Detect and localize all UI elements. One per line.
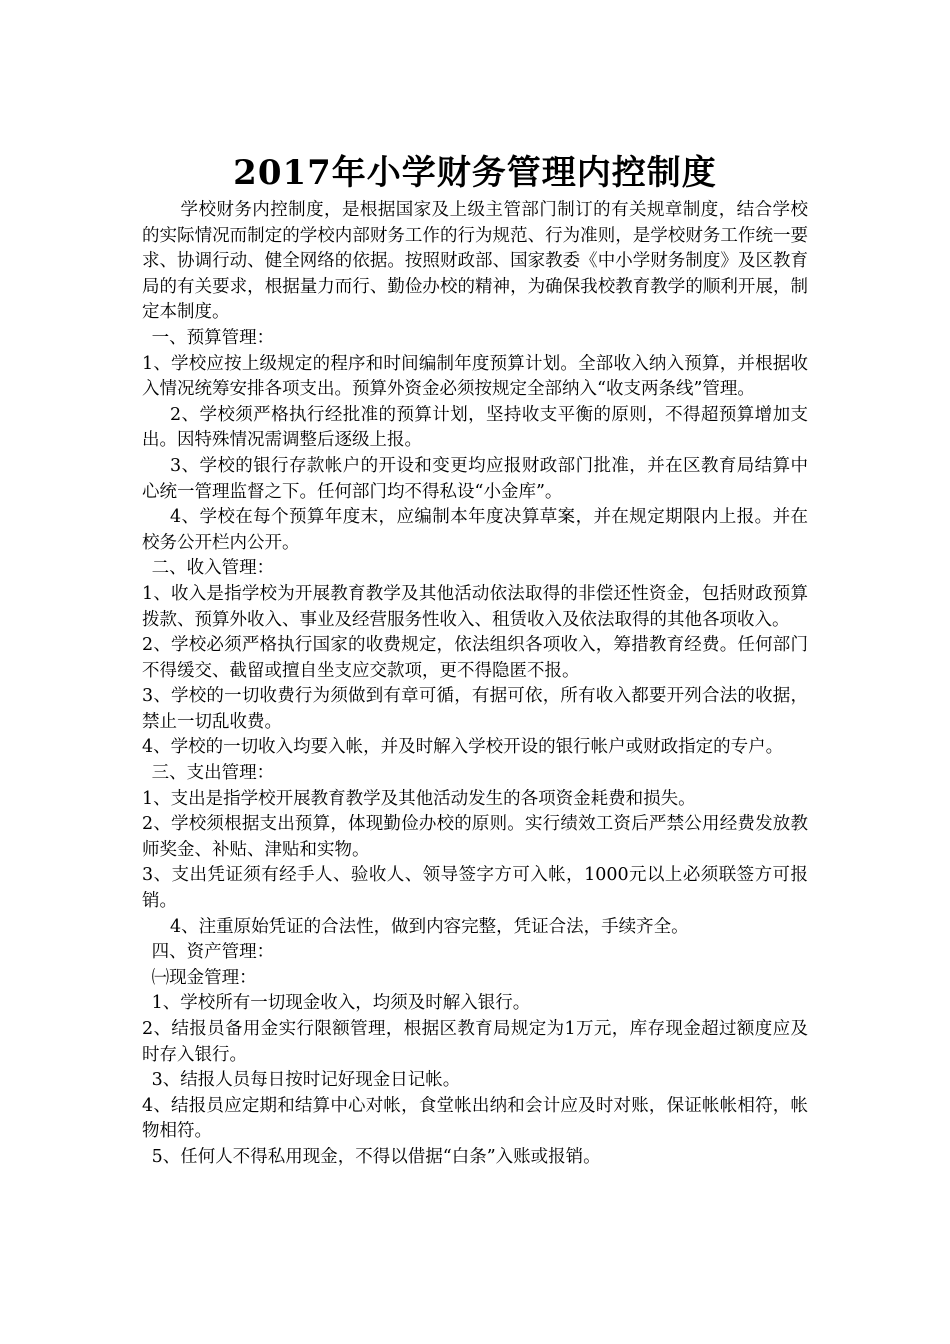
paragraph-income-1: 1、收入是指学校为开展教育教学及其他活动依法取得的非偿还性资金，包括财政预算拨款、预算外收入、事业及经营服务性收入、租赁收入及依法取得的其他各项收入。	[142, 583, 808, 630]
paragraph-expenditure-2: 2、学校须根据支出预算，体现勤俭办校的原则。实行绩效工资后严禁公用经费发放教师奖金、补贴、津贴和实物。	[142, 814, 808, 860]
document-title: 2017年小学财务管理内控制度	[233, 152, 717, 193]
paragraph-cash-2: 2、结报员备用金实行限额管理，根据区教育局规定为1万元，库存现金超过额度应及时存入银行。	[142, 1019, 808, 1065]
paragraph-cash-5: 5、任何人不得私用现金，不得以借据“白条”入账或报销。	[151, 1146, 601, 1167]
section-heading-assets: 四、资产管理：	[151, 942, 275, 963]
paragraph-budget-3: 3、学校的银行存款帐户的开设和变更均应报财政部门批准，并在区教育局结算中心统一管理监督之下。任何部门均不得私设“小金库”。	[142, 455, 808, 502]
paragraph-income-2: 2、学校必须严格执行国家的收费规定，依法组织各项收入，筹措教育经费。任何部门不得缓交、截留或擅自坐支应交款项，更不得隐匿不报。	[142, 635, 808, 681]
paragraph-cash-3: 3、结报人员每日按时记好现金日记帐。	[151, 1070, 461, 1091]
section-heading-expenditure: 三、支出管理：	[151, 763, 275, 784]
paragraph-income-3: 3、学校的一切收费行为须做到有章可循，有据可依，所有收入都要开列合法的收据，禁止一切乱收费。	[142, 686, 808, 732]
paragraph-income-4: 4、学校的一切收入均要入帐，并及时解入学校开设的银行帐户或财政指定的专户。	[142, 737, 784, 758]
section-heading-income: 二、收入管理：	[151, 558, 275, 579]
section-heading-budget: 一、预算管理：	[151, 327, 275, 348]
paragraph-expenditure-1: 1、支出是指学校开展教育教学及其他活动发生的各项资金耗费和损失。	[142, 788, 696, 809]
paragraph-intro: 学校财务内控制度，是根据国家及上级主管部门制订的有关规章制度，结合学校的实际情况而制定的学校内部财务工作的行为规范、行为准则，是学校财务工作统一要求、协调行动、健全网络的依据。按照财政部、国家教委《中小学财务制度》及区教育局的有关要求，根据量力而行、勤俭办校的精神，为确保我校教育教学的顺利开展，制定本制度。	[142, 200, 808, 323]
paragraph-budget-4: 4、学校在每个预算年度末，应编制本年度决算草案，并在规定期限内上报。并在校务公开栏内公开。	[142, 507, 808, 553]
paragraph-expenditure-4: 4、注重原始凭证的合法性，做到内容完整，凭证合法，手续齐全。	[170, 916, 689, 937]
paragraph-budget-2: 2、学校须严格执行经批准的预算计划，坚持收支平衡的原则，不得超预算增加支出。因特殊情况需调整后逐级上报。	[142, 404, 808, 451]
paragraph-cash-4: 4、结报员应定期和结算中心对帐，食堂帐出纳和会计应及时对账，保证帐帐相符，帐物相符。	[142, 1095, 808, 1142]
document-body	[142, 198, 808, 1171]
paragraph-expenditure-3: 3、支出凭证须有经手人、验收人、领导签字方可入帐，1000元以上必须联签方可报销。	[142, 865, 808, 912]
paragraph-budget-1: 1、学校应按上级规定的程序和时间编制年度预算计划。全部收入纳入预算，并根据收入情况统筹安排各项支出。预算外资金必须按规定全部纳入“收支两条线”管理。	[142, 353, 808, 400]
subsection-heading-cash: ㈠现金管理：	[151, 967, 257, 988]
paragraph-cash-1: 1、学校所有一切现金收入，均须及时解入银行。	[151, 993, 531, 1014]
